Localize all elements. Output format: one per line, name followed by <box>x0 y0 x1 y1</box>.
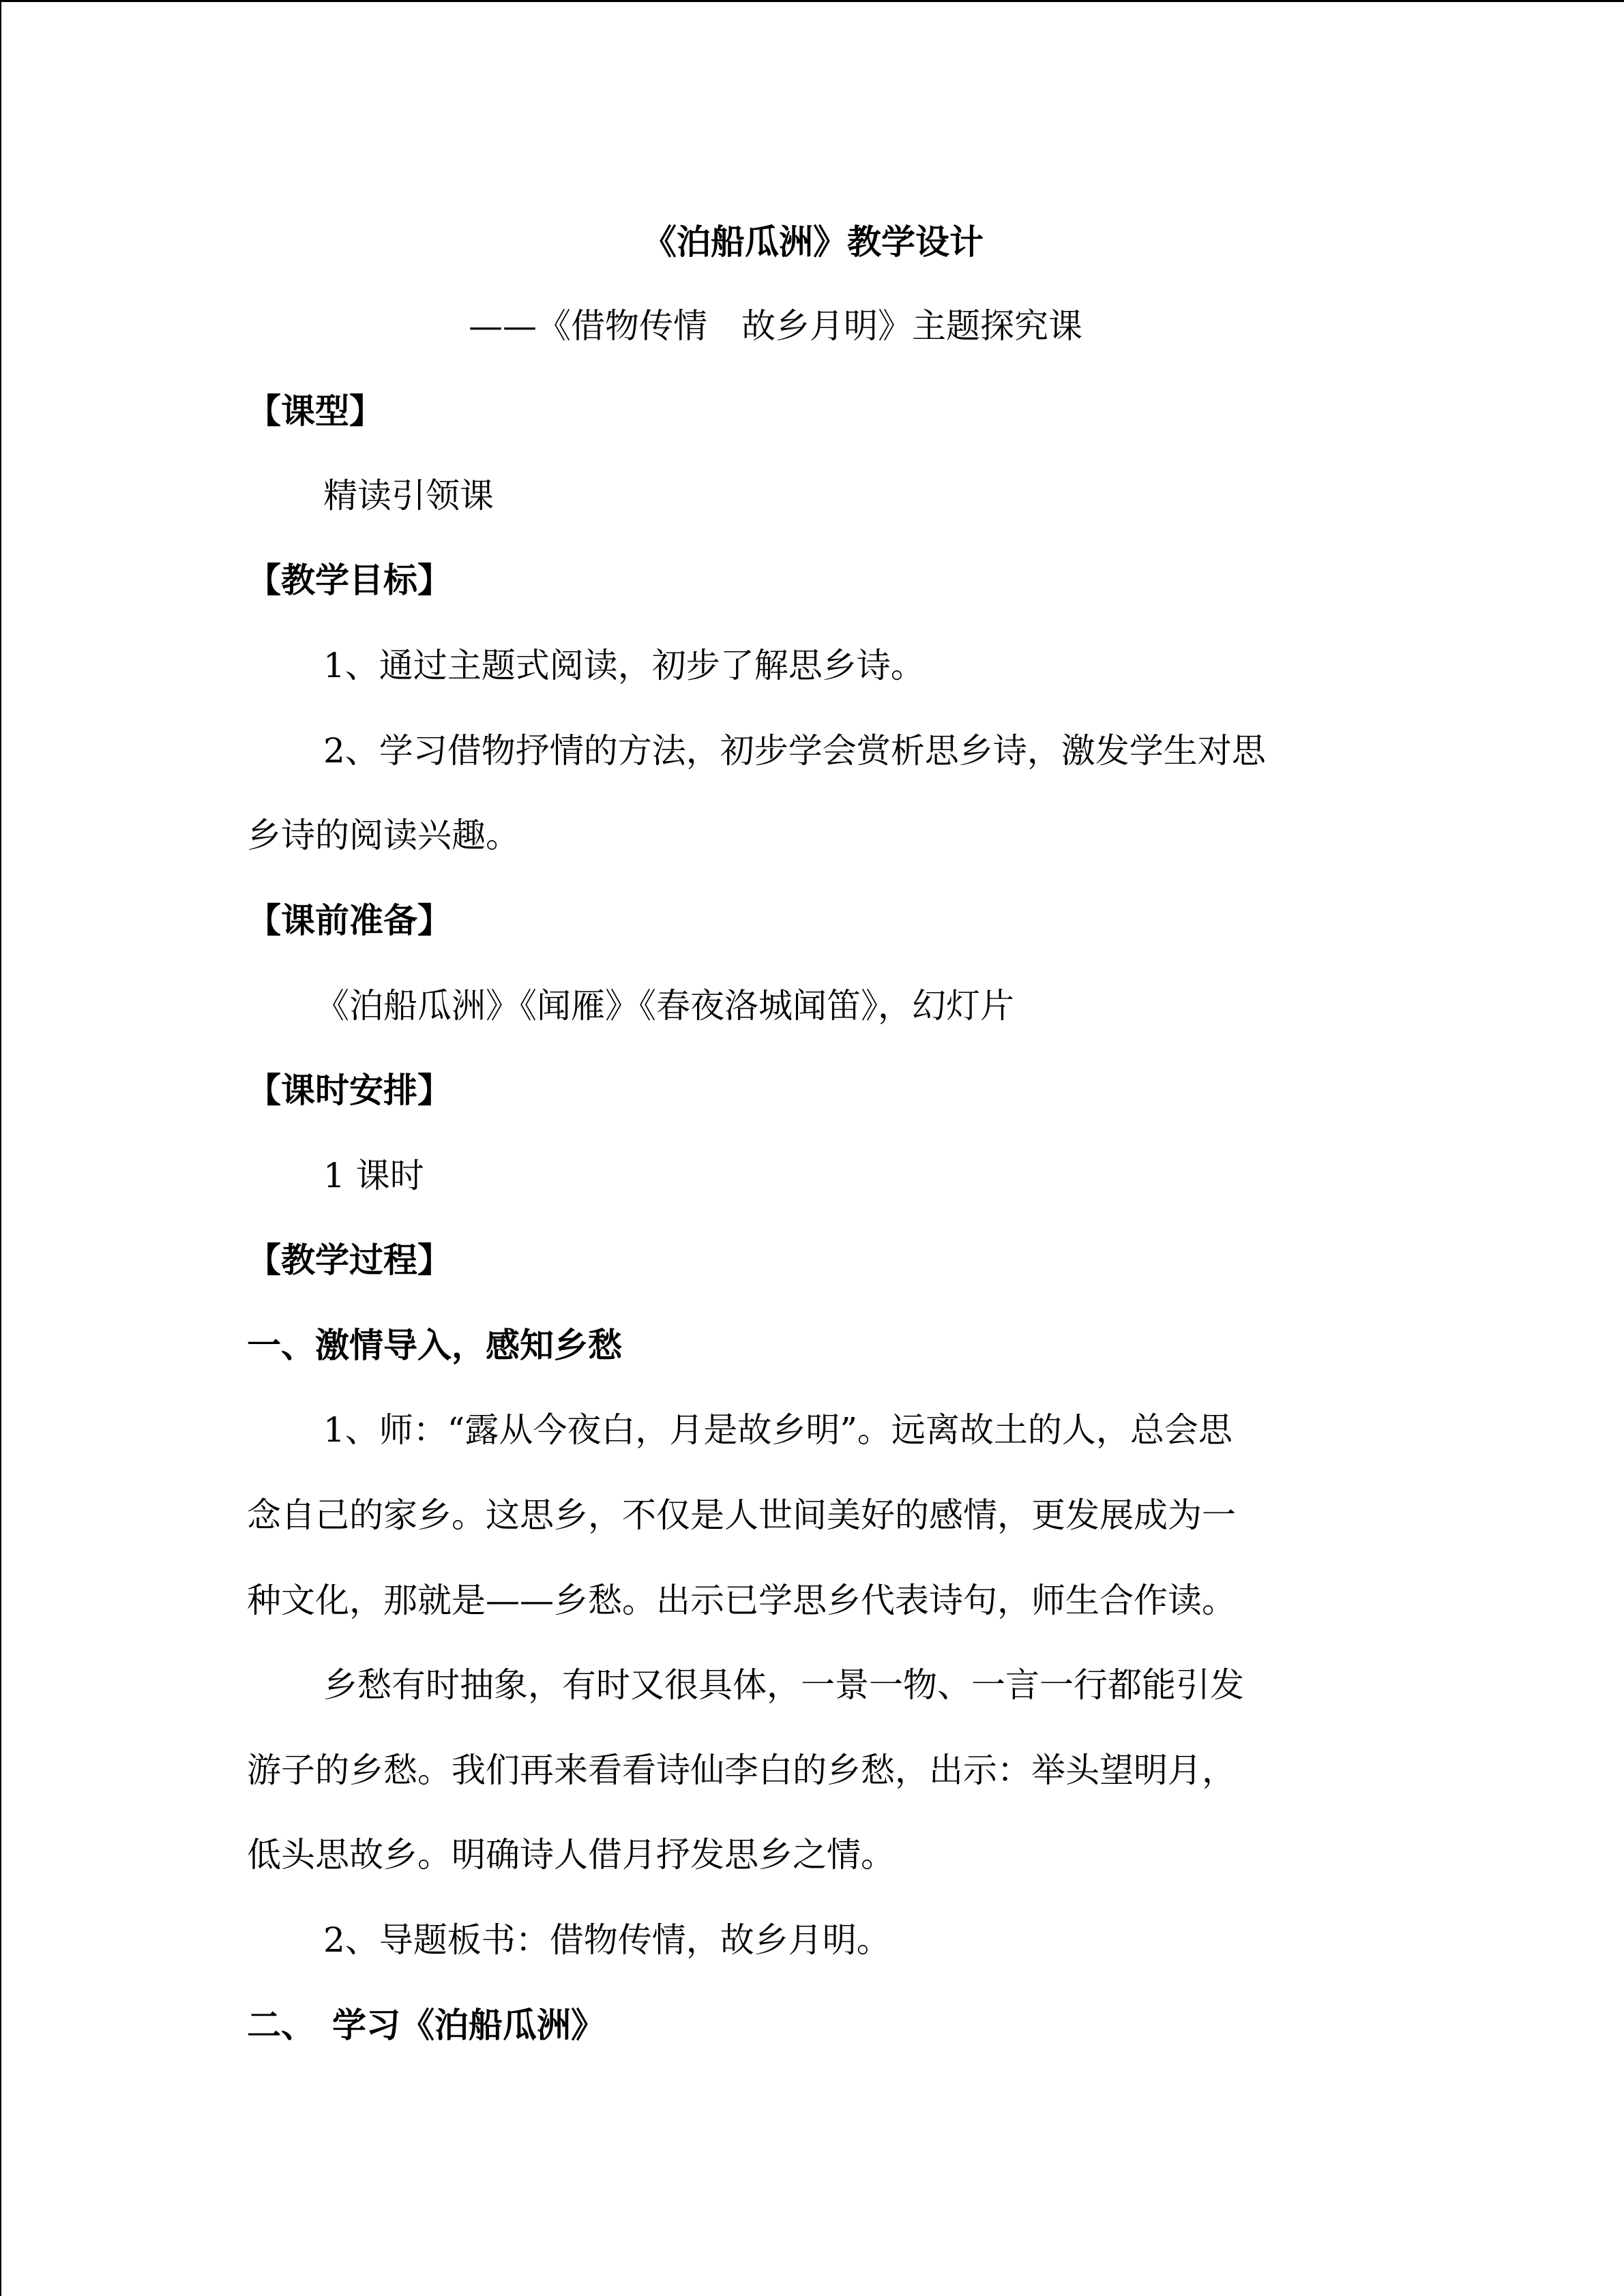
part-1-heading: 一、激情导入，感知乡愁 <box>247 1325 622 1365</box>
paragraph-2-line-1: 乡愁有时抽象，有时又很具体，一景一物、一言一行都能引发 <box>323 1665 1244 1705</box>
lesson-type-text: 精读引领课 <box>323 476 494 516</box>
paragraph-2-line-2: 游子的乡愁。我们再来看看诗仙李白的乡愁，出示：举头望明月， <box>247 1750 1236 1790</box>
document-subtitle: ——《借物传情 故乡月明》主题探究课 <box>469 306 1082 346</box>
paragraph-1-line-2: 念自己的家乡。这思乡，不仅是人世间美好的感情，更发展成为一 <box>247 1495 1236 1535</box>
paragraph-3-line-1: 2、导题板书：借物传情，故乡月明。 <box>323 1920 891 1960</box>
goal-2-line-1: 2、学习借物抒情的方法，初步学会赏析思乡诗，激发学生对思 <box>323 731 1266 771</box>
paragraph-1-line-1: 1、师：“露从今夜白，月是故乡明”。远离故土的人，总会思 <box>323 1410 1232 1450</box>
lesson-type-heading: 【课型】 <box>247 391 383 431</box>
prep-heading: 【课前准备】 <box>247 900 452 940</box>
document-title: 《泊船瓜洲》教学设计 <box>643 222 984 262</box>
goal-2-line-2: 乡诗的阅读兴趣。 <box>247 816 520 855</box>
schedule-text: 1 课时 <box>323 1156 424 1195</box>
paragraph-1-line-3: 种文化，那就是——乡愁。出示已学思乡代表诗句，师生合作读。 <box>247 1581 1236 1620</box>
goals-heading: 【教学目标】 <box>247 560 452 600</box>
part-2-heading: 二、 学习《泊船瓜洲》 <box>247 2005 605 2045</box>
paragraph-2-line-3: 低头思故乡。明确诗人借月抒发思乡之情。 <box>247 1835 895 1875</box>
prep-text: 《泊船瓜洲》《闻雁》《春夜洛城闻笛》，幻灯片 <box>315 986 1014 1026</box>
goal-1: 1、通过主题式阅读，初步了解思乡诗。 <box>323 646 925 685</box>
schedule-heading: 【课时安排】 <box>247 1070 452 1110</box>
process-heading: 【教学过程】 <box>247 1240 452 1280</box>
